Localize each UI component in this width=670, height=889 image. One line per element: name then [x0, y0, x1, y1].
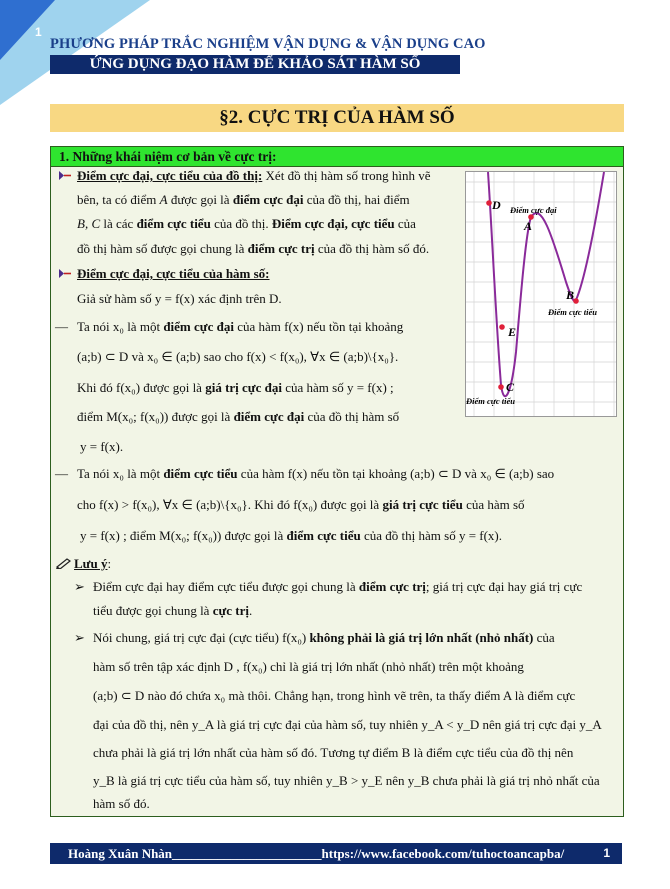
note-bullet1-line2	[93, 604, 252, 617]
para3-line1	[77, 320, 403, 333]
text: Lưu ý	[74, 556, 108, 571]
note-bullet2-line1	[93, 631, 555, 644]
note-bullet1-line1	[93, 580, 582, 593]
para2-line1: Giả sử hàm số y = f(x) xác định trên D.	[77, 291, 282, 306]
text: đồ thị hàm số được gọi chung là	[77, 241, 248, 256]
text: Khi đó f(x₀) được gọi là	[77, 380, 206, 395]
bullet-triangle-icon: ➢	[74, 579, 85, 594]
corner-page-number: 1	[35, 25, 42, 39]
caption-min-B: Điểm cực tiểu	[548, 307, 597, 317]
note-heading	[74, 557, 111, 570]
dash-marker: —	[55, 319, 68, 334]
graph-svg	[466, 172, 616, 416]
bullet-arrow-icon	[58, 267, 72, 282]
text: của đồ thị hàm số	[304, 409, 400, 424]
section-title: §2. CỰC TRỊ CỦA HÀM SỐ	[50, 104, 624, 132]
term-extremum-graph: Điểm cực đại, cực tiểu của đồ thị:	[77, 168, 263, 183]
para1-line2	[77, 193, 410, 206]
footer-url[interactable]: https://www.facebook.com/tuhoctoancapba/	[321, 846, 565, 861]
label-C: C	[506, 380, 515, 394]
text: Ta nói x₀ là một	[77, 466, 164, 481]
note-bullet2-line7: hàm số đó.	[93, 796, 150, 811]
note-bullet2-line5: chưa phải là giá trị lớn nhất của hàm số đó. Tương tự điểm B là điểm cực tiểu của đồ thị nên	[93, 745, 574, 760]
para3-line4	[77, 410, 399, 423]
para1-line1	[77, 169, 431, 182]
text: của hàm f(x) nếu tồn tại khoảng	[233, 319, 404, 334]
text: A	[159, 192, 168, 207]
note-bullet2-line6: y_B là giá trị cực tiểu của hàm số, tuy nhiên y_B > y_E nên y_B chưa phải là giá trị nhỏ nhất của	[93, 773, 600, 788]
function-graph	[465, 171, 617, 417]
para1-line3	[77, 217, 416, 230]
text: của	[394, 216, 416, 231]
para4-line1	[77, 467, 554, 480]
bullet-triangle-icon: ➢	[74, 630, 85, 645]
text: của đồ thị hàm số y = f(x).	[360, 528, 503, 543]
footer-blank: _______________________	[172, 846, 322, 861]
text: không phải là giá trị lớn nhất (nhỏ nhất)	[309, 630, 534, 645]
text: điểm cực tiểu	[163, 466, 238, 481]
text: giá trị cực tiểu	[382, 497, 463, 512]
text: điểm cực tiểu	[286, 528, 361, 543]
dash-marker: —	[55, 466, 68, 481]
point-B	[573, 298, 579, 304]
note-pencil-icon	[56, 557, 72, 571]
footer-author-line	[68, 843, 564, 864]
para4-line2	[77, 498, 525, 511]
label-A: A	[524, 219, 533, 233]
note-bullet2-line3: (a;b) ⊂ D nào đó chứa x₀ mà thôi. Chẳng hạn, trong hình vẽ trên, ta thấy điểm A là điểm cực	[93, 688, 576, 703]
text: bên, ta có điểm	[77, 192, 160, 207]
chapter-banner: ỨNG DỤNG ĐẠO HÀM ĐỂ KHẢO SÁT HÀM SỐ	[50, 55, 460, 74]
point-C	[498, 384, 504, 390]
series-title: PHƯƠNG PHÁP TRẮC NGHIỆM VẬN DỤNG & VẬN DỤNG CAO	[50, 36, 486, 52]
text: Nói chung, giá trị cực đại (cực tiểu) f(x₀)	[93, 630, 310, 645]
point-D	[486, 200, 492, 206]
para3-line5: y = f(x).	[80, 439, 124, 454]
text: của	[533, 630, 555, 645]
text: Điểm cực đại, cực tiểu	[271, 216, 395, 231]
note-bullet2-line4: đại của đồ thị, nên y_A là giá trị cực đại của hàm số, tuy nhiên y_A < y_D nên giá trị cực đại y_A	[93, 717, 602, 732]
text: điểm cực đại	[233, 409, 305, 424]
text: được gọi là	[167, 192, 233, 207]
text: ; giá trị cực đại hay giá trị cực	[425, 579, 583, 594]
term-extremum-function: Điểm cực đại, cực tiểu của hàm số:	[77, 266, 270, 281]
text: .	[249, 603, 253, 618]
text: cực trị	[212, 603, 250, 618]
text: điểm cực đại	[232, 192, 304, 207]
page-footer	[50, 843, 622, 864]
text: Điểm cực đại hay điểm cực tiểu được gọi chung là	[93, 579, 359, 594]
text: y = f(x) ; điểm M(x₀; f(x₀)) được gọi là	[80, 528, 287, 543]
para3-line3	[77, 381, 394, 394]
text: :	[107, 556, 112, 571]
text: điểm cực trị	[358, 579, 426, 594]
text: của hàm số	[462, 497, 525, 512]
text: điểm cực tiểu	[136, 216, 211, 231]
note-bullet2-line2: hàm số trên tập xác định D , f(x₀) chỉ là giá trị lớn nhất (nhỏ nhất) trên một khoảng	[93, 659, 524, 674]
text: của đồ thị, hai điểm	[303, 192, 410, 207]
text: B, C	[77, 216, 101, 231]
text: điểm cực trị	[247, 241, 315, 256]
label-B: B	[566, 288, 575, 302]
text: của hàm f(x) nếu tồn tại khoảng (a;b) ⊂ D và x₀ ∈ (a;b) sao	[237, 466, 555, 481]
text: của hàm số y = f(x) ;	[281, 380, 394, 395]
para1-line4	[77, 242, 429, 255]
text: điểm cực đại	[163, 319, 234, 334]
text: Ta nói x₀ là một	[77, 319, 164, 334]
text: giá trị cực đại	[205, 380, 282, 395]
text: Xét đồ thị hàm số trong hình vẽ	[262, 168, 431, 183]
footer-author: Hoàng Xuân Nhàn	[68, 846, 173, 861]
label-E: E	[508, 325, 517, 339]
text: cho f(x) > f(x₀), ∀x ∈ (a;b)\{x₀}. Khi đó f(x₀) được gọi là	[77, 497, 383, 512]
para4-line3	[80, 529, 502, 542]
text: điểm M(x₀; f(x₀)) được gọi là	[77, 409, 234, 424]
text: tiểu được gọi chung là	[93, 603, 213, 618]
box-heading: 1. Những khái niệm cơ bản về cực trị:	[51, 147, 623, 167]
bullet-arrow-icon	[58, 169, 72, 184]
text: của đồ thị.	[210, 216, 272, 231]
text: của đồ thị hàm số đó.	[314, 241, 430, 256]
label-D: D	[492, 198, 501, 212]
point-E	[499, 324, 505, 330]
text: là các	[100, 216, 137, 231]
caption-max: Điểm cực đại	[510, 205, 557, 215]
para2-heading	[77, 267, 270, 280]
para3-line2: (a;b) ⊂ D và x₀ ∈ (a;b) sao cho f(x) < f(x₀), ∀x ∈ (a;b)\{x₀}.	[77, 349, 399, 364]
footer-page-number: 1	[603, 846, 610, 860]
caption-min-C: Điểm cực tiểu	[466, 396, 515, 406]
